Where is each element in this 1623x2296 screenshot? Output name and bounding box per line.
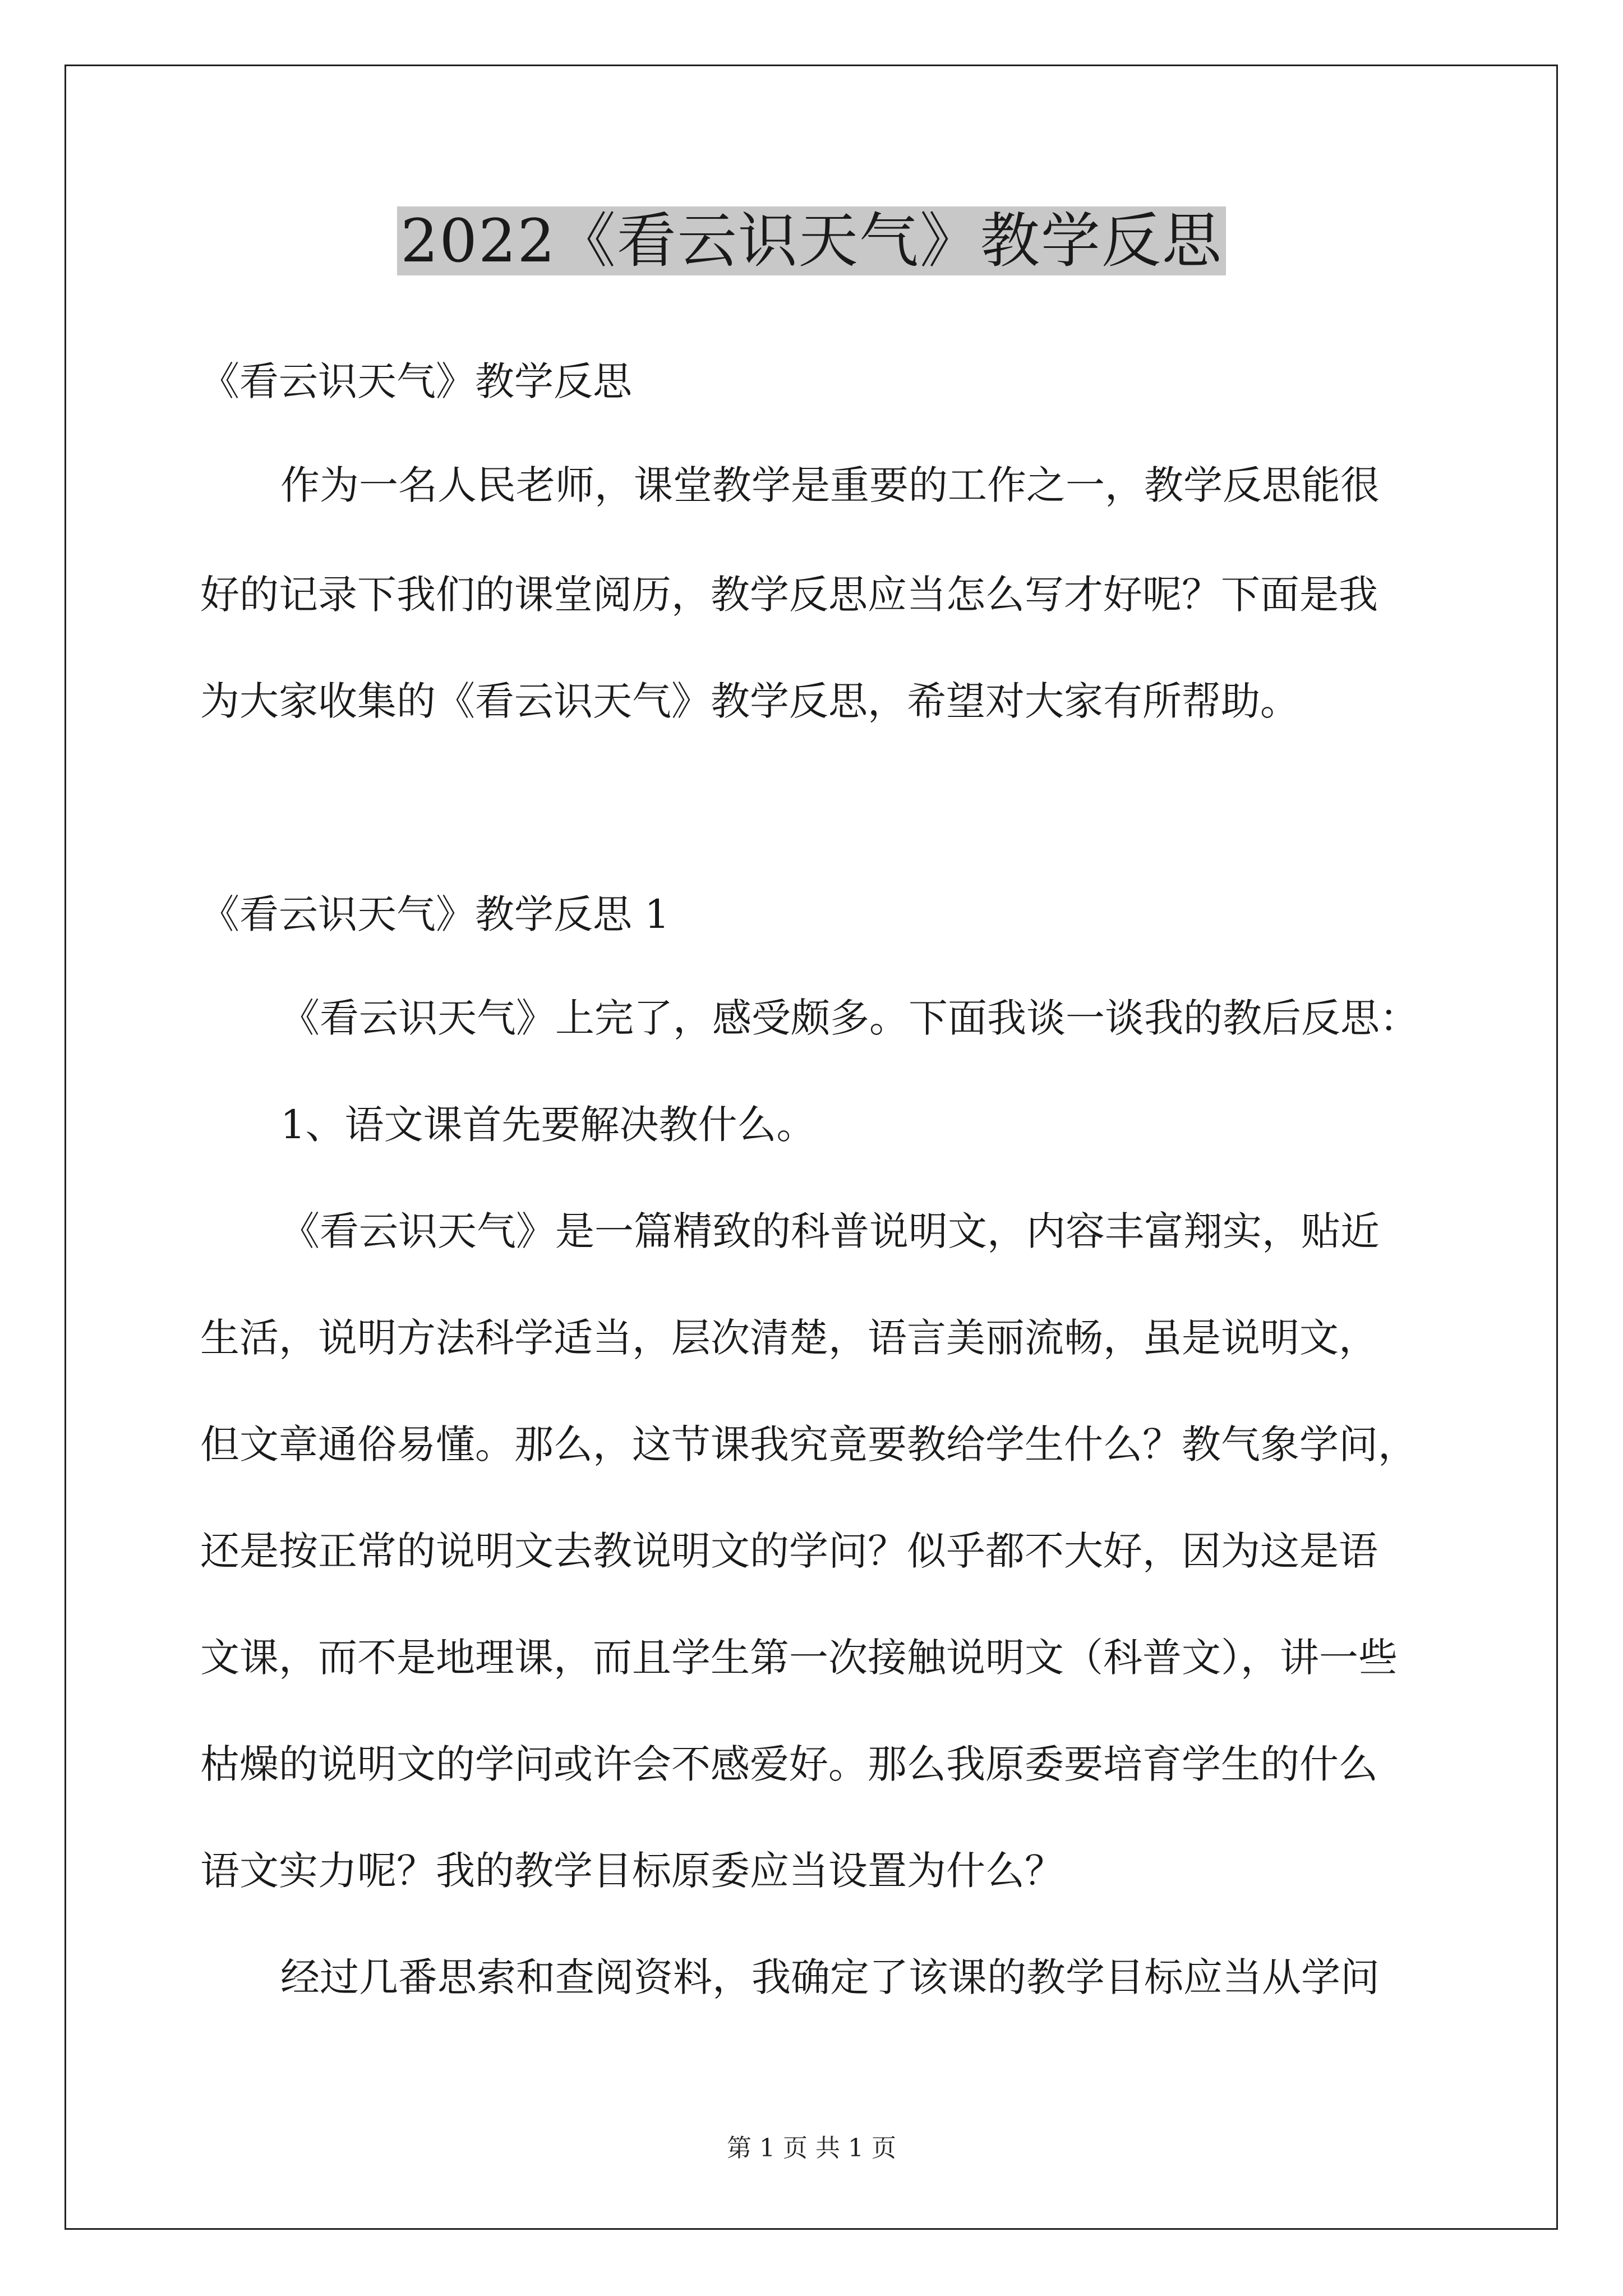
- section-heading-1: 《看云识天气》教学反思 1: [200, 891, 670, 937]
- page-footer: 第 1 页 共 1 页: [727, 2134, 896, 2162]
- paragraph-line: 1、语文课首先要解决教什么。: [280, 1102, 816, 1148]
- document-title-text: 2022《看云识天气》教学反思: [397, 206, 1226, 275]
- paragraph-line: 枯燥的说明文的学问或许会不感爱好。那么我原委要培育学生的什么: [200, 1741, 1378, 1787]
- paragraph-line: 《看云识天气》上完了，感受颇多。下面我谈一谈我的教后反思：: [280, 995, 1419, 1041]
- paragraph-line: 还是按正常的说明文去教说明文的学问？似乎都不大好，因为这是语: [200, 1528, 1378, 1574]
- paragraph-line: 但文章通俗易懂。那么，这节课我究竟要教给学生什么？教气象学问，: [200, 1421, 1417, 1467]
- paragraph-line: 作为一名人民老师，课堂教学是重要的工作之一，教学反思能很: [280, 462, 1380, 508]
- paragraph-line: 生活，说明方法科学适当，层次清楚，语言美丽流畅，虽是说明文，: [200, 1315, 1378, 1361]
- paragraph-line: 为大家收集的《看云识天气》教学反思，希望对大家有所帮助。: [200, 678, 1299, 724]
- section-heading-intro: 《看云识天气》教学反思: [200, 358, 632, 404]
- paragraph-line: 文课，而不是地理课，而且学生第一次接触说明文（科普文），讲一些: [200, 1635, 1398, 1681]
- paragraph-line: 经过几番思索和查阅资料，我确定了该课的教学目标应当从学问: [280, 1954, 1380, 2000]
- document-title: [0, 199, 1623, 283]
- paragraph-line: 语文实力呢？我的教学目标原委应当设置为什么？: [200, 1848, 1064, 1894]
- paragraph-line: 好的记录下我们的课堂阅历，教学反思应当怎么写才好呢？下面是我: [200, 572, 1378, 618]
- paragraph-line: 《看云识天气》是一篇精致的科普说明文，内容丰富翔实，贴近: [280, 1208, 1380, 1254]
